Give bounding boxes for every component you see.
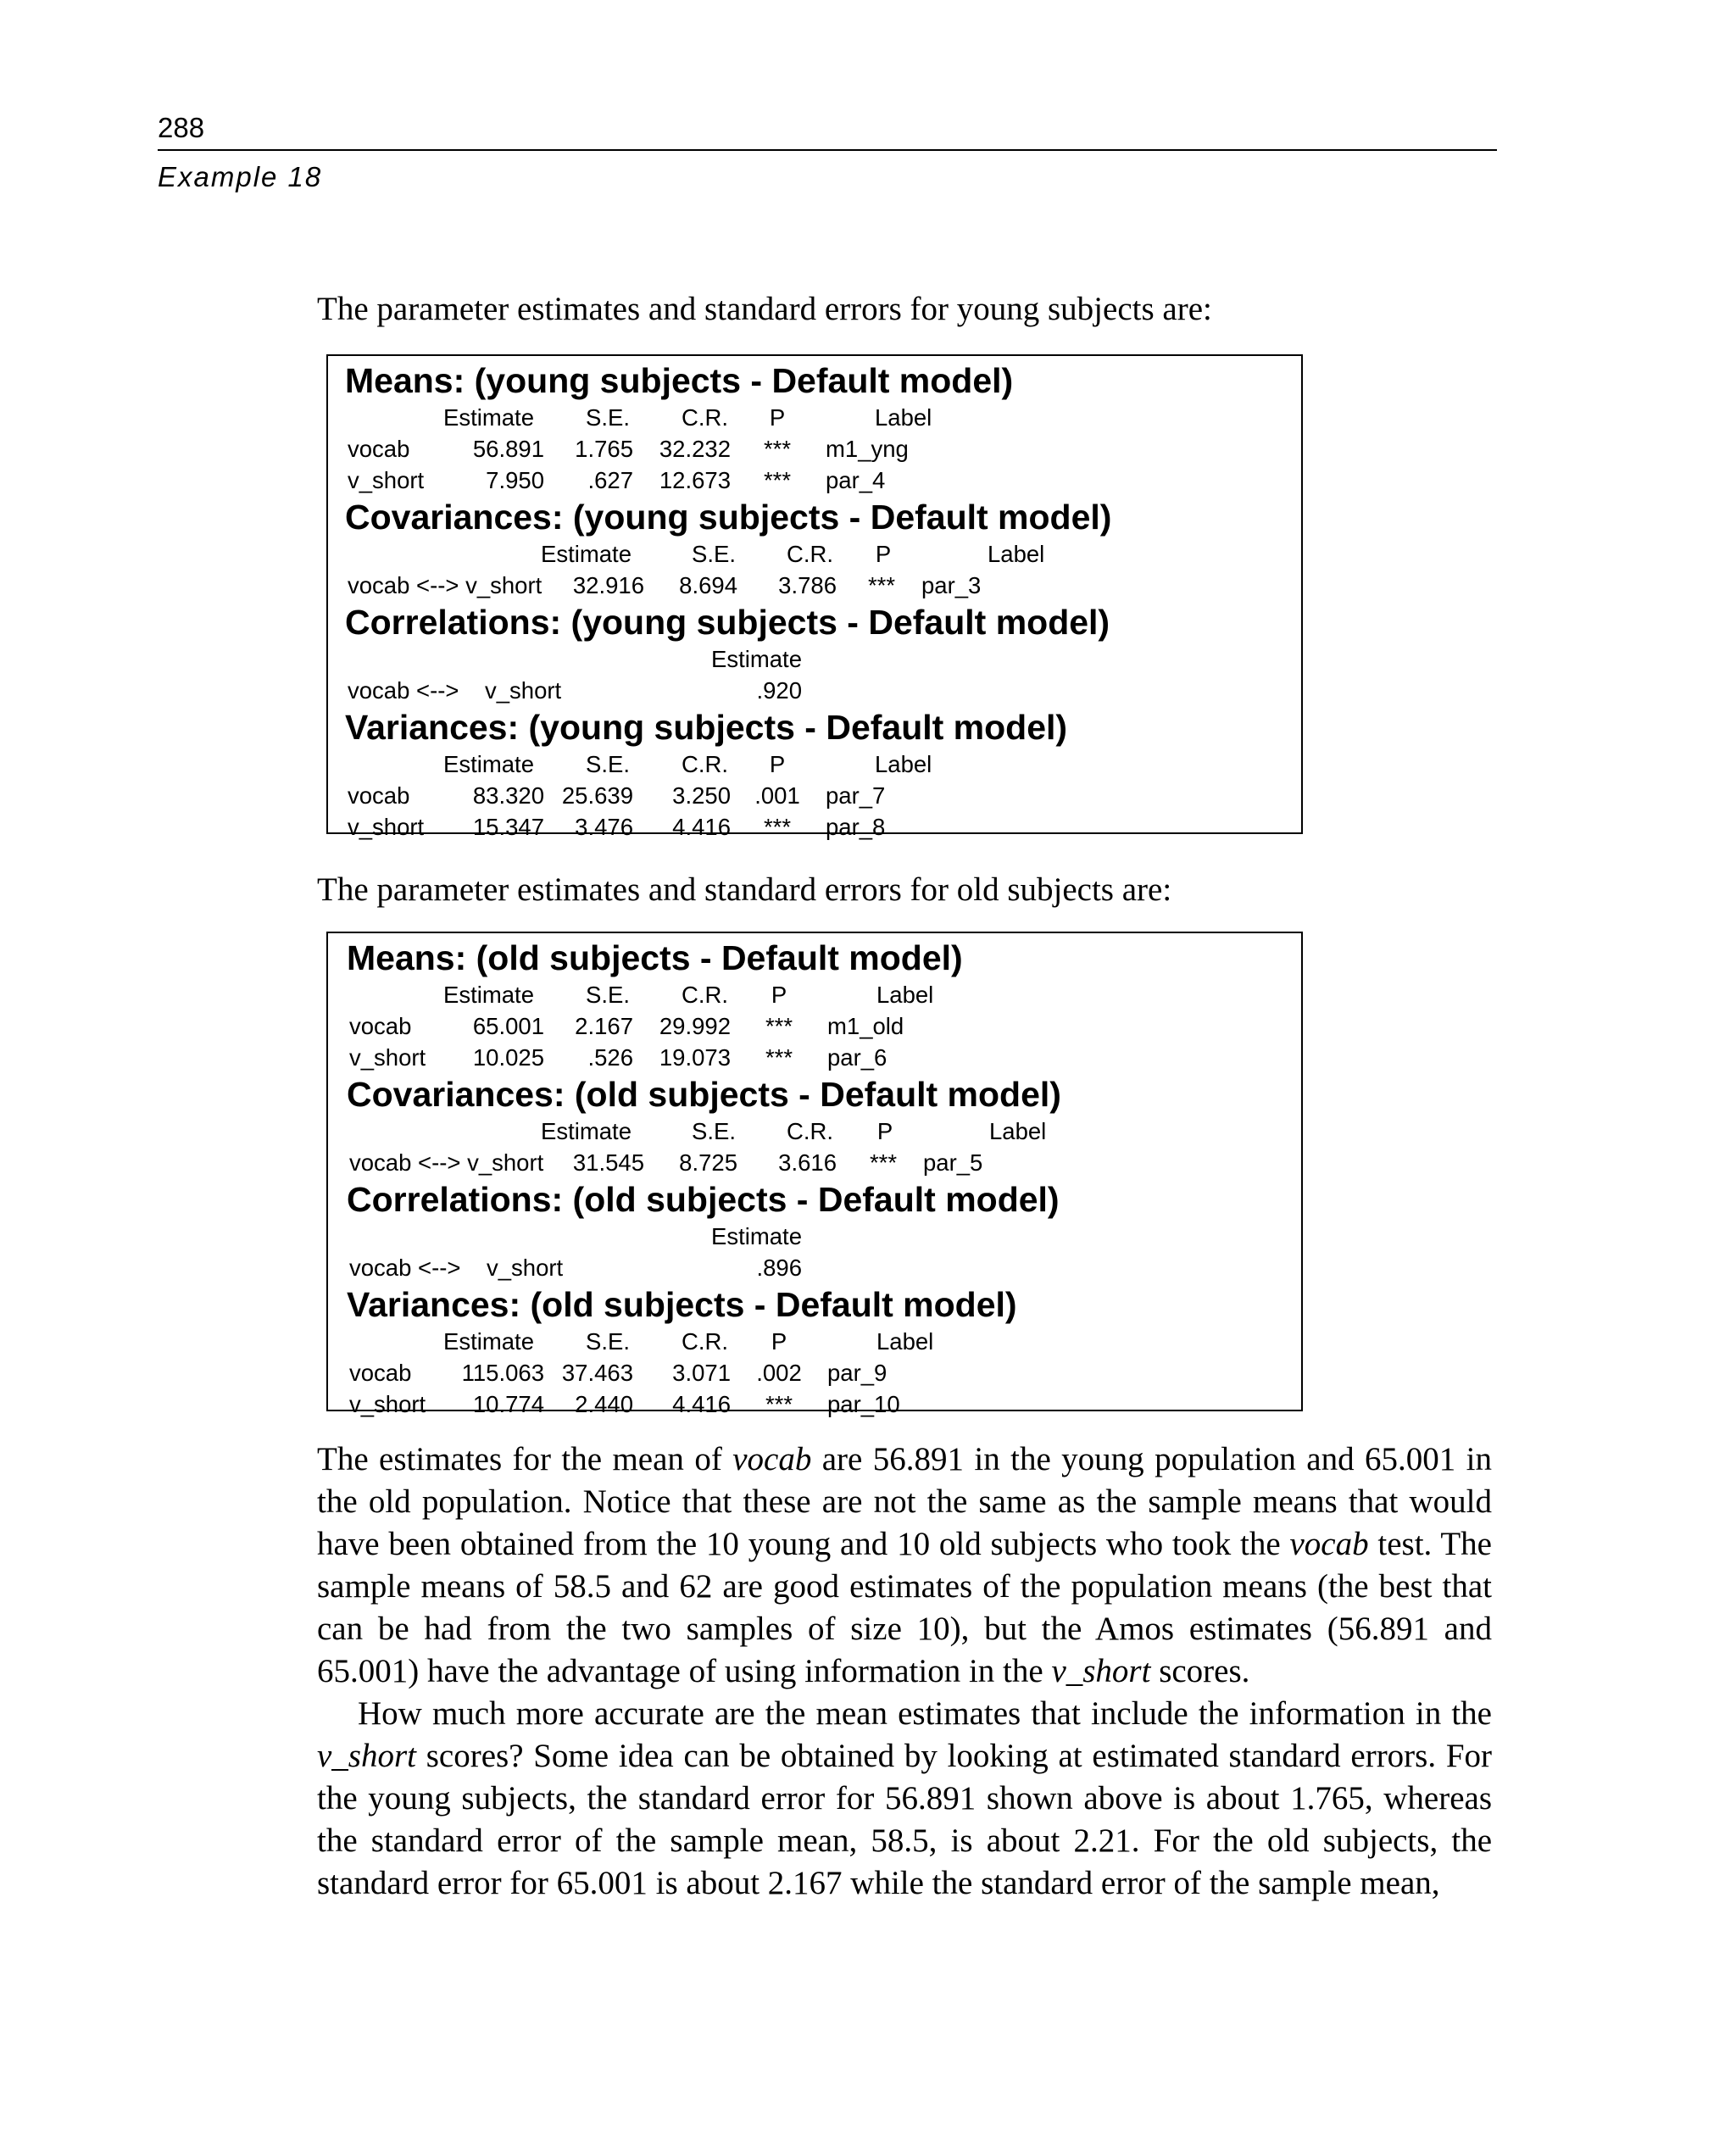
- correlations-title: Correlations: (young subjects - Default model): [345, 603, 1110, 642]
- cell-cr: 32.232: [659, 436, 731, 462]
- table-row: [345, 675, 1301, 706]
- cell-se: 2.440: [575, 1391, 633, 1417]
- col-header-p: P: [876, 1118, 893, 1144]
- col-header-label: Label: [875, 404, 932, 431]
- cell-estimate: 10.774: [472, 1391, 544, 1417]
- cell-se: 37.463: [561, 1360, 633, 1386]
- text-run: The estimates for the mean of: [317, 1441, 733, 1477]
- variances-title: Variances: (young subjects - Default model): [345, 708, 1068, 747]
- col-header-estimate: Estimate: [541, 1118, 632, 1144]
- cell-p: ***: [763, 436, 792, 462]
- table-row: [347, 1252, 1301, 1283]
- row-variable: v_short: [349, 1044, 426, 1071]
- col-header-cr: C.R.: [682, 982, 728, 1008]
- col-header-cr: C.R.: [787, 541, 833, 567]
- col-header-estimate: Estimate: [443, 751, 534, 777]
- cell-cr: 3.071: [672, 1360, 731, 1386]
- cell-label: par_10: [827, 1391, 900, 1417]
- cell-label: par_8: [826, 814, 886, 840]
- paragraph: [317, 1693, 1492, 1905]
- cell-label: par_4: [826, 467, 886, 493]
- row-variable-2: v_short: [485, 677, 562, 704]
- row-variable: vocab: [348, 436, 410, 462]
- text-run: scores? Some idea can be obtained by looking at estimated standard errors. For the young subjects, the standard error for 56.891 shown above is about 1.765, whereas the standard error of the sample mean, 58.5, is about 2.21. For the old subjects, the standard error for 65.001 is about 2.167 while the standard error of the sample mean,: [317, 1738, 1492, 1901]
- row-variable: vocab: [349, 1013, 412, 1039]
- cell-p: .001: [754, 782, 800, 809]
- cell-cr: 12.673: [659, 467, 731, 493]
- col-header-label: Label: [876, 982, 934, 1008]
- table-row: [345, 570, 1301, 601]
- col-header-estimate: Estimate: [541, 541, 632, 567]
- row-variable: vocab: [349, 1360, 412, 1386]
- means-title: Means: (old subjects - Default model): [347, 938, 963, 977]
- table-row: [345, 780, 1301, 811]
- intro-old-text: The parameter estimates and standard errors for old subjects are:: [317, 871, 1172, 908]
- row-variable: vocab <--> v_short: [348, 572, 542, 598]
- means-header-row: [347, 979, 1301, 1010]
- covariances-title: Covariances: (old subjects - Default model): [347, 1075, 1061, 1114]
- body-text: [317, 1438, 1492, 1905]
- row-variable: v_short: [348, 814, 425, 840]
- cell-se: 2.167: [575, 1013, 633, 1039]
- row-variable: vocab <-->: [348, 677, 459, 704]
- correlations-title: Correlations: (old subjects - Default model): [347, 1180, 1060, 1219]
- text-run: test. The sample means of 58.5 and 62 are good estimates of the population means (the best that can be had from the two samples of size 10), but the Amos estimates (56.891 and 65.001) have the advantage of using information in the: [317, 1526, 1492, 1689]
- col-header-label: Label: [875, 751, 932, 777]
- correlations-header-row: [347, 1221, 1301, 1252]
- cell-se: 8.694: [679, 572, 737, 598]
- col-header-estimate: Estimate: [443, 982, 534, 1008]
- covariances-title: Covariances: (young subjects - Default model): [345, 498, 1112, 537]
- cell-estimate: 83.320: [472, 782, 544, 809]
- cell-p: ***: [763, 814, 792, 840]
- young-output-box: [326, 354, 1303, 840]
- covariances-header-row: [347, 1116, 1301, 1147]
- col-header-label: Label: [988, 541, 1045, 567]
- col-header-se: S.E.: [586, 751, 630, 777]
- table-row: [345, 433, 1301, 465]
- cell-estimate: 115.063: [461, 1360, 544, 1386]
- intro-young-text: The parameter estimates and standard errors for young subjects are:: [317, 291, 1212, 327]
- table-row: [347, 1147, 1301, 1178]
- cell-label: par_5: [923, 1149, 983, 1176]
- col-header-se: S.E.: [586, 1328, 630, 1355]
- italic-term: v_short: [317, 1738, 416, 1774]
- table-row: [345, 811, 1301, 843]
- table-row: [347, 1388, 1301, 1420]
- cell-se: 25.639: [561, 782, 633, 809]
- cell-cr: 3.250: [672, 782, 731, 809]
- cell-estimate: 65.001: [472, 1013, 544, 1039]
- cell-cr: 29.992: [659, 1013, 731, 1039]
- cell-p: ***: [867, 572, 896, 598]
- row-variable: v_short: [349, 1391, 426, 1417]
- cell-estimate: 31.545: [572, 1149, 644, 1176]
- means-title: Means: (young subjects - Default model): [345, 361, 1014, 400]
- variances-header-row: [345, 748, 1301, 780]
- old-output-box: [326, 932, 1303, 1417]
- col-header-estimate: Estimate: [711, 1223, 802, 1249]
- correlations-header-row: [345, 643, 1301, 675]
- col-header-p: P: [769, 751, 786, 777]
- cell-cr: 3.616: [778, 1149, 837, 1176]
- cell-p: ***: [765, 1013, 793, 1039]
- cell-estimate: 10.025: [472, 1044, 544, 1071]
- row-variable: vocab <--> v_short: [349, 1149, 544, 1176]
- italic-term: v_short: [1051, 1653, 1151, 1689]
- cell-estimate: 15.347: [472, 814, 544, 840]
- cell-se: .627: [587, 467, 633, 493]
- means-header-row: [345, 402, 1301, 433]
- cell-se: 3.476: [575, 814, 633, 840]
- variances-title: Variances: (old subjects - Default model): [347, 1285, 1017, 1324]
- cell-p: .002: [756, 1360, 802, 1386]
- table-row: [347, 1042, 1301, 1073]
- cell-label: m1_old: [827, 1013, 904, 1039]
- row-variable: v_short: [348, 467, 425, 493]
- row-variable: vocab: [348, 782, 410, 809]
- cell-estimate: 56.891: [472, 436, 544, 462]
- col-header-cr: C.R.: [787, 1118, 833, 1144]
- table-row: [347, 1357, 1301, 1388]
- col-header-p: P: [771, 982, 787, 1008]
- cell-cr: 3.786: [778, 572, 837, 598]
- cell-label: par_3: [921, 572, 982, 598]
- cell-label: par_9: [827, 1360, 887, 1386]
- paragraph: [317, 1438, 1492, 1693]
- cell-se: 1.765: [575, 436, 633, 462]
- col-header-se: S.E.: [586, 404, 630, 431]
- italic-term: vocab: [732, 1441, 812, 1477]
- cell-cr: 4.416: [672, 1391, 731, 1417]
- cell-cr: 4.416: [672, 814, 731, 840]
- cell-estimate: .896: [756, 1255, 802, 1281]
- cell-se: .526: [587, 1044, 633, 1071]
- col-header-cr: C.R.: [682, 751, 728, 777]
- cell-estimate: 32.916: [572, 572, 644, 598]
- cell-estimate: 7.950: [486, 467, 544, 493]
- col-header-estimate: Estimate: [711, 646, 802, 672]
- cell-label: m1_yng: [826, 436, 909, 462]
- col-header-p: P: [769, 404, 786, 431]
- col-header-estimate: Estimate: [443, 1328, 534, 1355]
- variances-header-row: [347, 1326, 1301, 1357]
- cell-label: par_7: [826, 782, 886, 809]
- col-header-se: S.E.: [692, 1118, 736, 1144]
- col-header-se: S.E.: [586, 982, 630, 1008]
- italic-term: vocab: [1289, 1526, 1369, 1562]
- cell-p: ***: [869, 1149, 898, 1176]
- col-header-cr: C.R.: [682, 1328, 728, 1355]
- table-row: [345, 465, 1301, 496]
- col-header-estimate: Estimate: [443, 404, 534, 431]
- text-run: scores.: [1150, 1653, 1250, 1689]
- col-header-cr: C.R.: [682, 404, 728, 431]
- cell-se: 8.725: [679, 1149, 737, 1176]
- row-variable-2: v_short: [487, 1255, 564, 1281]
- page-number: 288: [158, 112, 205, 143]
- cell-p: ***: [763, 467, 792, 493]
- text-run: How much more accurate are the mean estimates that include the information in the: [358, 1695, 1492, 1732]
- col-header-label: Label: [989, 1118, 1047, 1144]
- col-header-p: P: [771, 1328, 787, 1355]
- running-head: Example 18: [158, 161, 323, 192]
- col-header-label: Label: [876, 1328, 934, 1355]
- row-variable: vocab <-->: [349, 1255, 461, 1281]
- col-header-p: P: [875, 541, 892, 567]
- table-row: [347, 1010, 1301, 1042]
- text-run: are 56.891 in the young population and 65.001 in the old population. Notice that these are not the same as the sample means that would have been obtained from the 10 young and 10 old subjects who took the: [317, 1441, 1492, 1562]
- cell-estimate: .920: [756, 677, 802, 704]
- cell-cr: 19.073: [659, 1044, 731, 1071]
- cell-label: par_6: [827, 1044, 887, 1071]
- header-rule: [158, 149, 1497, 151]
- col-header-se: S.E.: [692, 541, 736, 567]
- cell-p: ***: [765, 1044, 793, 1071]
- covariances-header-row: [345, 538, 1301, 570]
- cell-p: ***: [765, 1391, 793, 1417]
